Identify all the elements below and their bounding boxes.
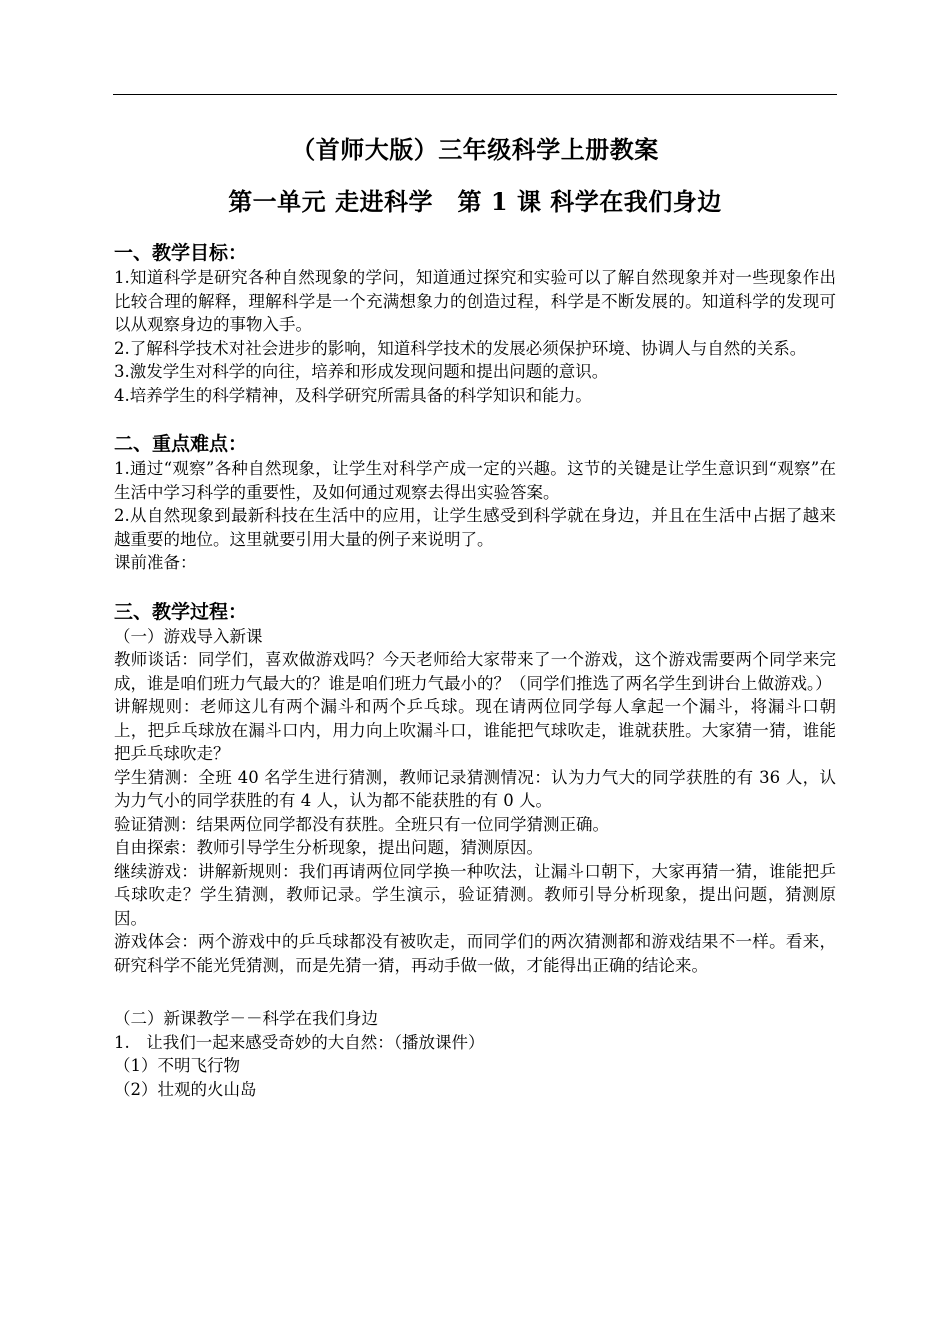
process-list-item: （2）壮观的火山岛 [114,1079,257,1099]
process-list-item: （1）不明飞行物 [114,1056,240,1075]
document-body [114,130,836,1101]
objective-item: 4.培养学生的科学精神，及科学研究所需具备的科学知识和能力。 [114,385,592,405]
header-rule [113,94,837,95]
process-paragraph: 讲解规则：老师这儿有两个漏斗和两个乒乓球。现在请两位同学每人拿起一个漏斗，将漏斗口朝上，把乒乓球放在漏斗口内，用力向上吹漏斗口，谁能把气球吹走，谁就获胜。大家猜一猜，谁能把乒乓球吹走？ [114,697,836,763]
process-paragraph: 继续游戏：讲解新规则：我们再请两位同学换一种吹法，让漏斗口朝下，大家再猜一猜，谁能把乒乓球吹走？学生猜测，教师记录。学生演示，验证猜测。教师引导分析现象，提出问题，猜测原因。 [114,861,836,928]
process-paragraph: 自由探索：教师引导学生分析现象，提出问题，猜测原因。 [114,838,543,857]
objective-item: 3.激发学生对科学的向往，培养和形成发现问题和提出问题的意识。 [114,362,609,381]
key-point-item: 1.通过“观察”各种自然现象，让学生对科学产成一定的兴趣。这节的关键是让学生意识到“观察”在生活中学习科学的重要性，及如何通过观察去得出实验答案。 [114,459,836,502]
process-subheading: （一）游戏导入新课 [114,626,263,646]
preparation-label: 课前准备： [114,553,197,572]
process-subheading: （二）新课教学－－科学在我们身边 [114,1009,378,1028]
process-paragraph: 游戏体会：两个游戏中的乒乓球都没有被吹走，而同学们的两次猜测都和游戏结果不一样。看来，研究科学不能光凭猜测，而是先猜一猜，再动手做一做，才能得出正确的结论来。 [114,932,836,975]
process-paragraph: 验证猜测：结果两位同学都没有获胜。全班只有一位同学猜测正确。 [114,814,609,834]
objective-item: 1.知道科学是研究各种自然现象的学问，知道通过探究和实验可以了解自然现象并对一些现象作出比较合理的解释，理解科学是一个充满想象力的创造过程，科学是不断发展的。知道科学的发现可以从观察身边的事物入手。 [114,268,836,334]
process-paragraph: 学生猜测：全班 40 名学生进行猜测，教师记录猜测情况：认为力气大的同学获胜的有 36 人，认为力气小的同学获胜的有 4 人，认为都不能获胜的有 0 人。 [114,767,836,810]
section-heading-objectives: 一、教学目标： [114,242,248,264]
objective-item: 2.了解科学技术对社会进步的影响，知道科学技术的发展必须保护环境、协调人与自然的关系。 [114,338,807,358]
process-list-item: 1. 让我们一起来感受奇妙的大自然：（播放课件） [114,1032,485,1052]
document-subtitle: 第一单元 走进科学 第 1 课 科学在我们身边 [228,187,722,216]
process-paragraph: 教师谈话：同学们，喜欢做游戏吗？今天老师给大家带来了一个游戏，这个游戏需要两个同学来完成，谁是咱们班力气最大的？谁是咱们班力气最小的？（同学们推选了两名学生到讲台上做游戏。） [114,650,836,693]
section-heading-process: 三、教学过程： [114,600,248,623]
section-heading-key-points: 二、重点难点： [114,433,248,455]
document-title: （首师大版）三年级科学上册教案 [291,135,659,164]
key-point-item: 2.从自然现象到最新科技在生活中的应用，让学生感受到科学就在身边，并且在生活中占据了越来越重要的地位。这里就要引用大量的例子来说明了。 [114,506,836,549]
